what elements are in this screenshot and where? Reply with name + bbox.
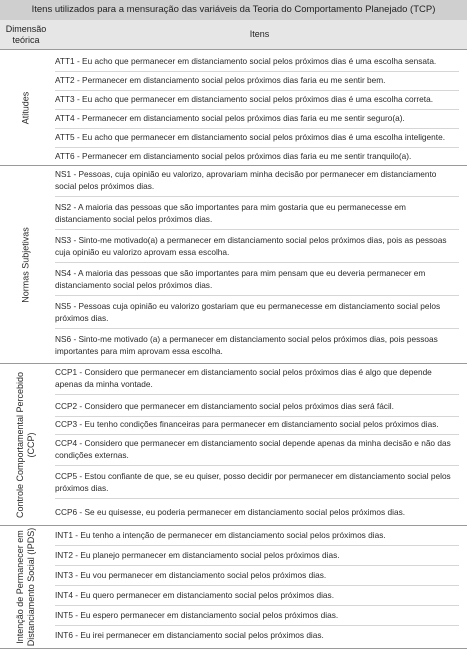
table-row: INT3 - Eu vou permanecer em distanciamento social pelos próximos dias.: [55, 569, 459, 586]
group-label: [15, 528, 37, 647]
table-row: CCP4 - Considero que permanecer em distanciamento social depende apenas da minha decisão e não das condições externas.: [55, 437, 459, 466]
table-row: NS6 - Sinto-me motivado (a) a permanecer em distanciamento social pelos próximos dias, pois pessoas importantes para mim aprovam essa escolha.: [55, 334, 438, 356]
group-label-cell: [0, 50, 52, 165]
group-label-line1: Intenção de Permanecer em: [15, 530, 25, 644]
table-row: NS1 - Pessoas, cuja opinião eu valorizo, aprovariam minha decisão por permanecer em distanciamento social pelos próximos dias.: [55, 168, 459, 197]
group-normas-subjetivas: [0, 166, 467, 364]
group-label: Normas Subjetivas: [20, 226, 31, 303]
table-row: ATT4 - Permanecer em distanciamento social pelos próximos dias faria eu me sentir seguro(a).: [55, 112, 459, 129]
table-row: CCP6 - Se eu quisesse, eu poderia permanecer em distanciamento social pelos próximos dias.: [55, 507, 406, 517]
group-label-line2: Distanciamento Social (IPDS): [26, 527, 36, 647]
group-label-cell: [0, 166, 52, 363]
table-row: ATT5 - Eu acho que permanecer em distanciamento social pelos próximos dias é uma escolha inteligente.: [55, 131, 459, 148]
header-dimension-line2: teórica: [12, 34, 40, 45]
table-row: INT1 - Eu tenho a intenção de permanecer em distanciamento social pelos próximos dias.: [55, 529, 459, 546]
table-row: NS4 - A maioria das pessoas que são importantes para mim pensam que eu deveria permanecer em distanciamento social pelos próximos dias.: [55, 267, 459, 296]
header-dimension: [0, 20, 52, 49]
group-label-cell: [0, 364, 52, 525]
table-title: Itens utilizados para a mensuração das variáveis da Teoria do Comportamento Planejado (TCP): [0, 0, 467, 20]
table-header: [0, 20, 467, 50]
table-row: INT6 - Eu irei permanecer em distanciamento social pelos próximos dias.: [55, 630, 324, 640]
group-label-cell: [0, 526, 52, 648]
table-row: CCP5 - Estou confiante de que, se eu quiser, posso decidir por permanecer em distanciamento social pelos próximos dias.: [55, 470, 459, 499]
table-row: ATT3 - Eu acho que permanecer em distanciamento social pelos próximos dias é uma escolha correta.: [55, 93, 459, 110]
table-row: ATT6 - Permanecer em distanciamento social pelos próximos dias faria eu me sentir tranquilo(a).: [55, 151, 412, 161]
group-ipds: [0, 526, 467, 649]
table-row: NS3 - Sinto-me motivado(a) a permanecer em distanciamento social pelos próximos dias, pois as pessoas cuja opinião eu valorizo aprovam essa escolha.: [55, 234, 459, 263]
group-ccp: [0, 364, 467, 526]
table-row: INT2 - Eu planejo permanecer em distanciamento social pelos próximos dias.: [55, 549, 459, 566]
table-row: NS2 - A maioria das pessoas que são importantes para mim gostaria que eu permanecesse em distanciamento social pelos próximos dias.: [55, 201, 459, 230]
table-row: CCP2 - Considero que permanecer em distanciamento social pelos próximos dias será fácil.: [55, 400, 459, 417]
table-row: CCP3 - Eu tenho condições financeiras para permanecer em distanciamento social pelos próximos dias.: [55, 418, 459, 435]
group-label-line2: (CCP): [26, 432, 36, 458]
group-atitudes: [0, 50, 467, 166]
table-row: CCP1 - Considero que permanecer em distanciamento social pelos próximos dias é algo que depende apenas da minha vontade.: [55, 366, 459, 395]
group-label: Atitudes: [20, 91, 31, 124]
group-label: [15, 371, 37, 517]
header-items: Itens: [249, 29, 270, 39]
table-row: ATT2 - Permanecer em distanciamento social pelos próximos dias faria eu me sentir bem.: [55, 74, 459, 91]
table-row: NS5 - Pessoas cuja opinião eu valorizo gostariam que eu permanecesse em distanciamento social pelos próximos dias.: [55, 300, 459, 329]
group-label-line1: Controle Comportamental Percebido: [15, 371, 25, 518]
table-row: INT5 - Eu espero permanecer em distanciamento social pelos próximos dias.: [55, 609, 459, 626]
table-row: ATT1 - Eu acho que permanecer em distanciamento social pelos próximos dias é uma escolha sensata.: [55, 55, 459, 72]
table-row: INT4 - Eu quero permanecer em distanciamento social pelos próximos dias.: [55, 589, 459, 606]
header-dimension-line1: Dimensão: [5, 23, 47, 34]
